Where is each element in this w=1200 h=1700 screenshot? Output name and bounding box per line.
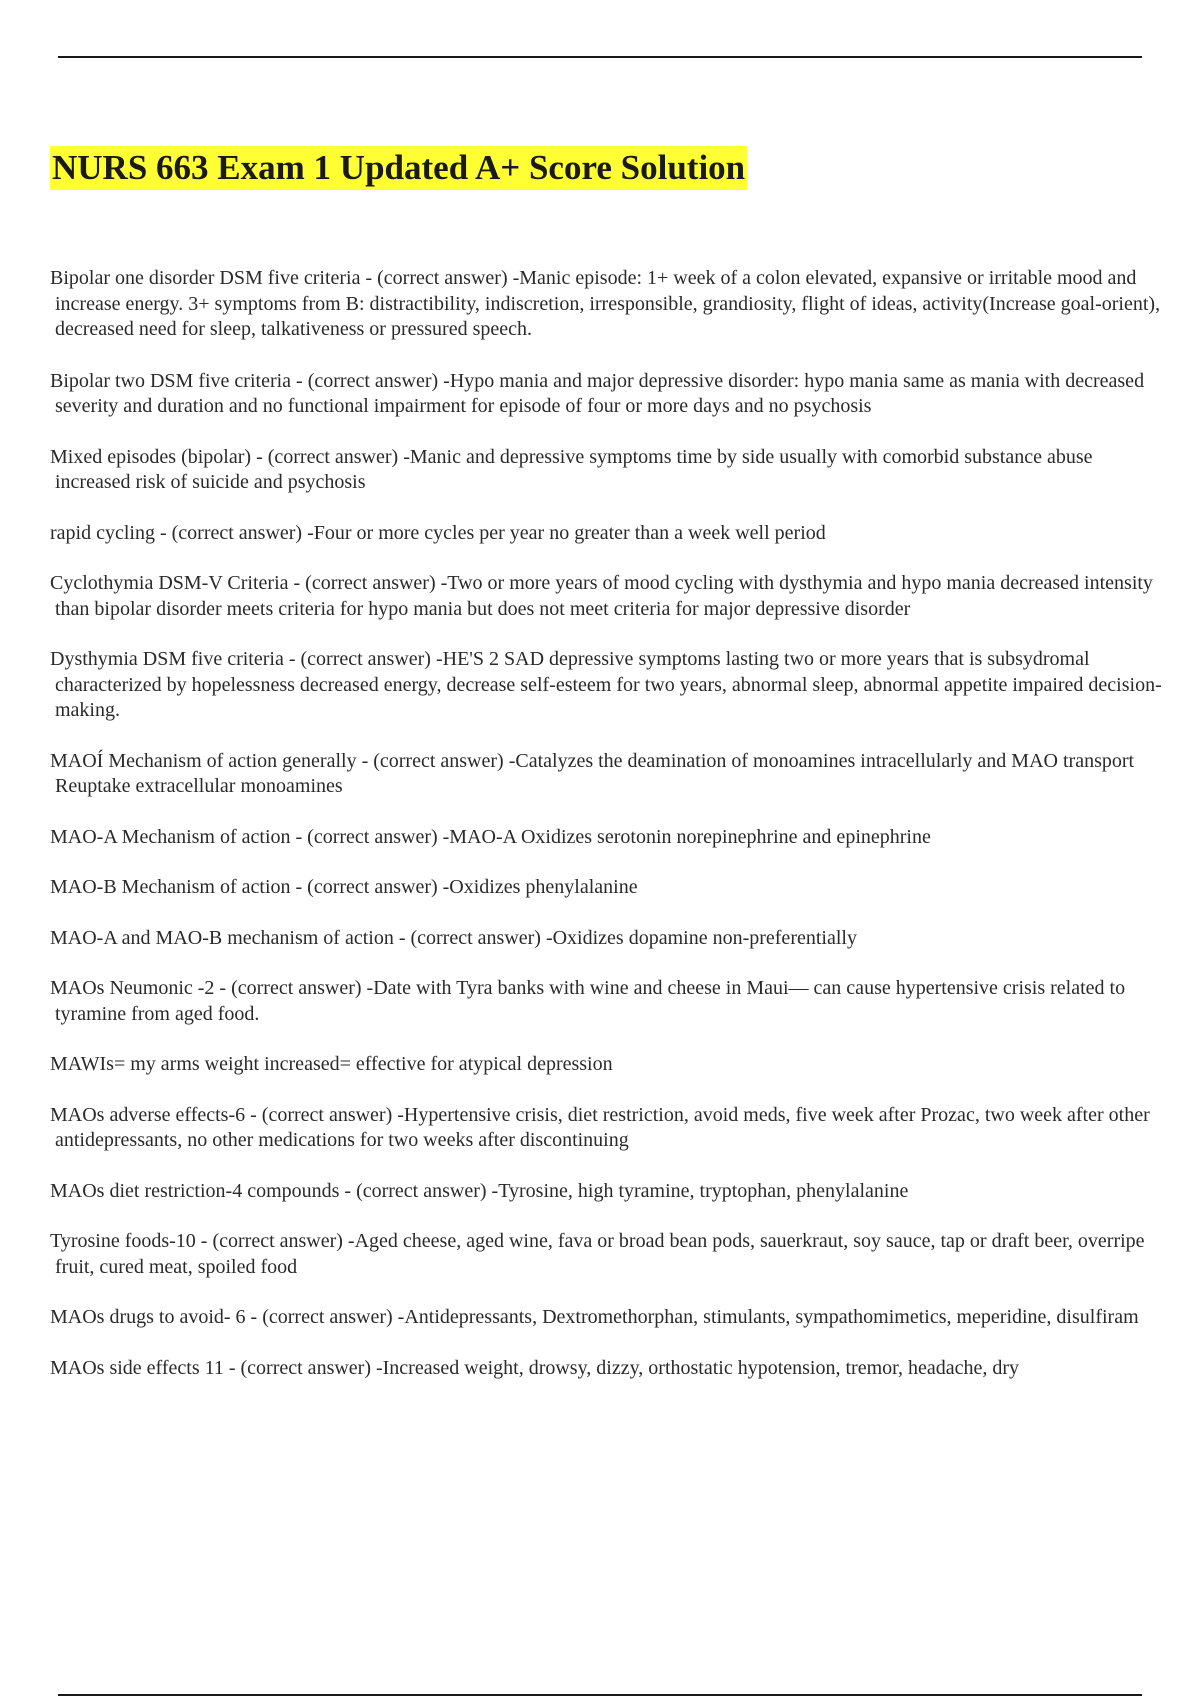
list-item: Cyclothymia DSM-V Criteria - (correct answer) -Two or more years of mood cycling with dysthymia and hypo mania decreased intensity than bipolar disorder meets criteria for hypo mania but does not meet criteria for major depressive disorder <box>50 572 1153 620</box>
list-item: Dysthymia DSM five criteria - (correct answer) -HE'S 2 SAD depressive symptoms lasting two or more years that is subsydromal characterized by hopelessness decreased energy, decrease self-esteem for two years, abnormal sleep, abnormal appetite impaired decision-making. <box>50 648 1162 721</box>
list-item: Bipolar one disorder DSM five criteria - (correct answer) -Manic episode: 1+ week of a colon elevated, expansive or irritable mood and increase energy. 3+ symptoms from B: distractibility, indiscretion, irresponsible, grandiosity, flight of ideas, activity(Increase goal-orient), decreased need for sleep, talkativeness or pressured speech. <box>50 267 1161 340</box>
footer-rule <box>58 1694 1142 1696</box>
list-item: MAOs Neumonic -2 - (correct answer) -Date with Tyra banks with wine and cheese in Maui— can cause hypertensive crisis related to tyramine from aged food. <box>50 977 1126 1025</box>
header-rule <box>58 56 1142 58</box>
list-item: MAO-A and MAO-B mechanism of action - (correct answer) -Oxidizes dopamine non-preferentially <box>50 926 857 949</box>
page-title: NURS 663 Exam 1 Updated A+ Score Solution <box>50 146 747 190</box>
list-item: Bipolar two DSM five criteria - (correct answer) -Hypo mania and major depressive disorder: hypo mania same as mania with decreased severity and duration and no functional impairment for episode of four or more days and no psychosis <box>50 369 1145 417</box>
list-item: Mixed episodes (bipolar) - (correct answer) -Manic and depressive symptoms time by side usually with comorbid substance abuse increased risk of suicide and psychosis <box>50 445 1093 493</box>
list-item: MAOs adverse effects-6 - (correct answer) -Hypertensive crisis, diet restriction, avoid meds, five week after Prozac, two week after other antidepressants, no other medications for two weeks after discontinuing <box>50 1103 1150 1151</box>
list-item: MAOs diet restriction-4 compounds - (correct answer) -Tyrosine, high tyramine, tryptophan, phenylalanine <box>50 1179 909 1202</box>
list-item: MAOs drugs to avoid- 6 - (correct answer) -Antidepressants, Dextromethorphan, stimulants, sympathomimetics, meperidine, disulfiram <box>50 1306 1139 1328</box>
list-item: MAOÍ Mechanism of action generally - (correct answer) -Catalyzes the deamination of monoamines intracellularly and MAO transport Reuptake extracellular monoamines <box>50 749 1135 797</box>
list-item: MAO-B Mechanism of action - (correct answer) -Oxidizes phenylalanine <box>50 876 638 898</box>
list-item: MAWIs= my arms weight increased= effective for atypical depression <box>50 1053 613 1075</box>
list-item: MAO-A Mechanism of action - (correct answer) -MAO-A Oxidizes serotonin norepinephrine and epinephrine <box>50 825 931 848</box>
title-container <box>50 146 747 190</box>
list-item: rapid cycling - (correct answer) -Four or more cycles per year no greater than a week well period <box>50 521 826 544</box>
list-item: MAOs side effects 11 - (correct answer) -Increased weight, drowsy, dizzy, orthostatic hypotension, tremor, headache, dry <box>50 1356 1020 1379</box>
list-item: Tyrosine foods-10 - (correct answer) -Aged cheese, aged wine, fava or broad bean pods, sauerkraut, soy sauce, tap or draft beer, overripe fruit, cured meat, spoiled food <box>50 1230 1145 1278</box>
entry-list <box>50 266 1170 1406</box>
